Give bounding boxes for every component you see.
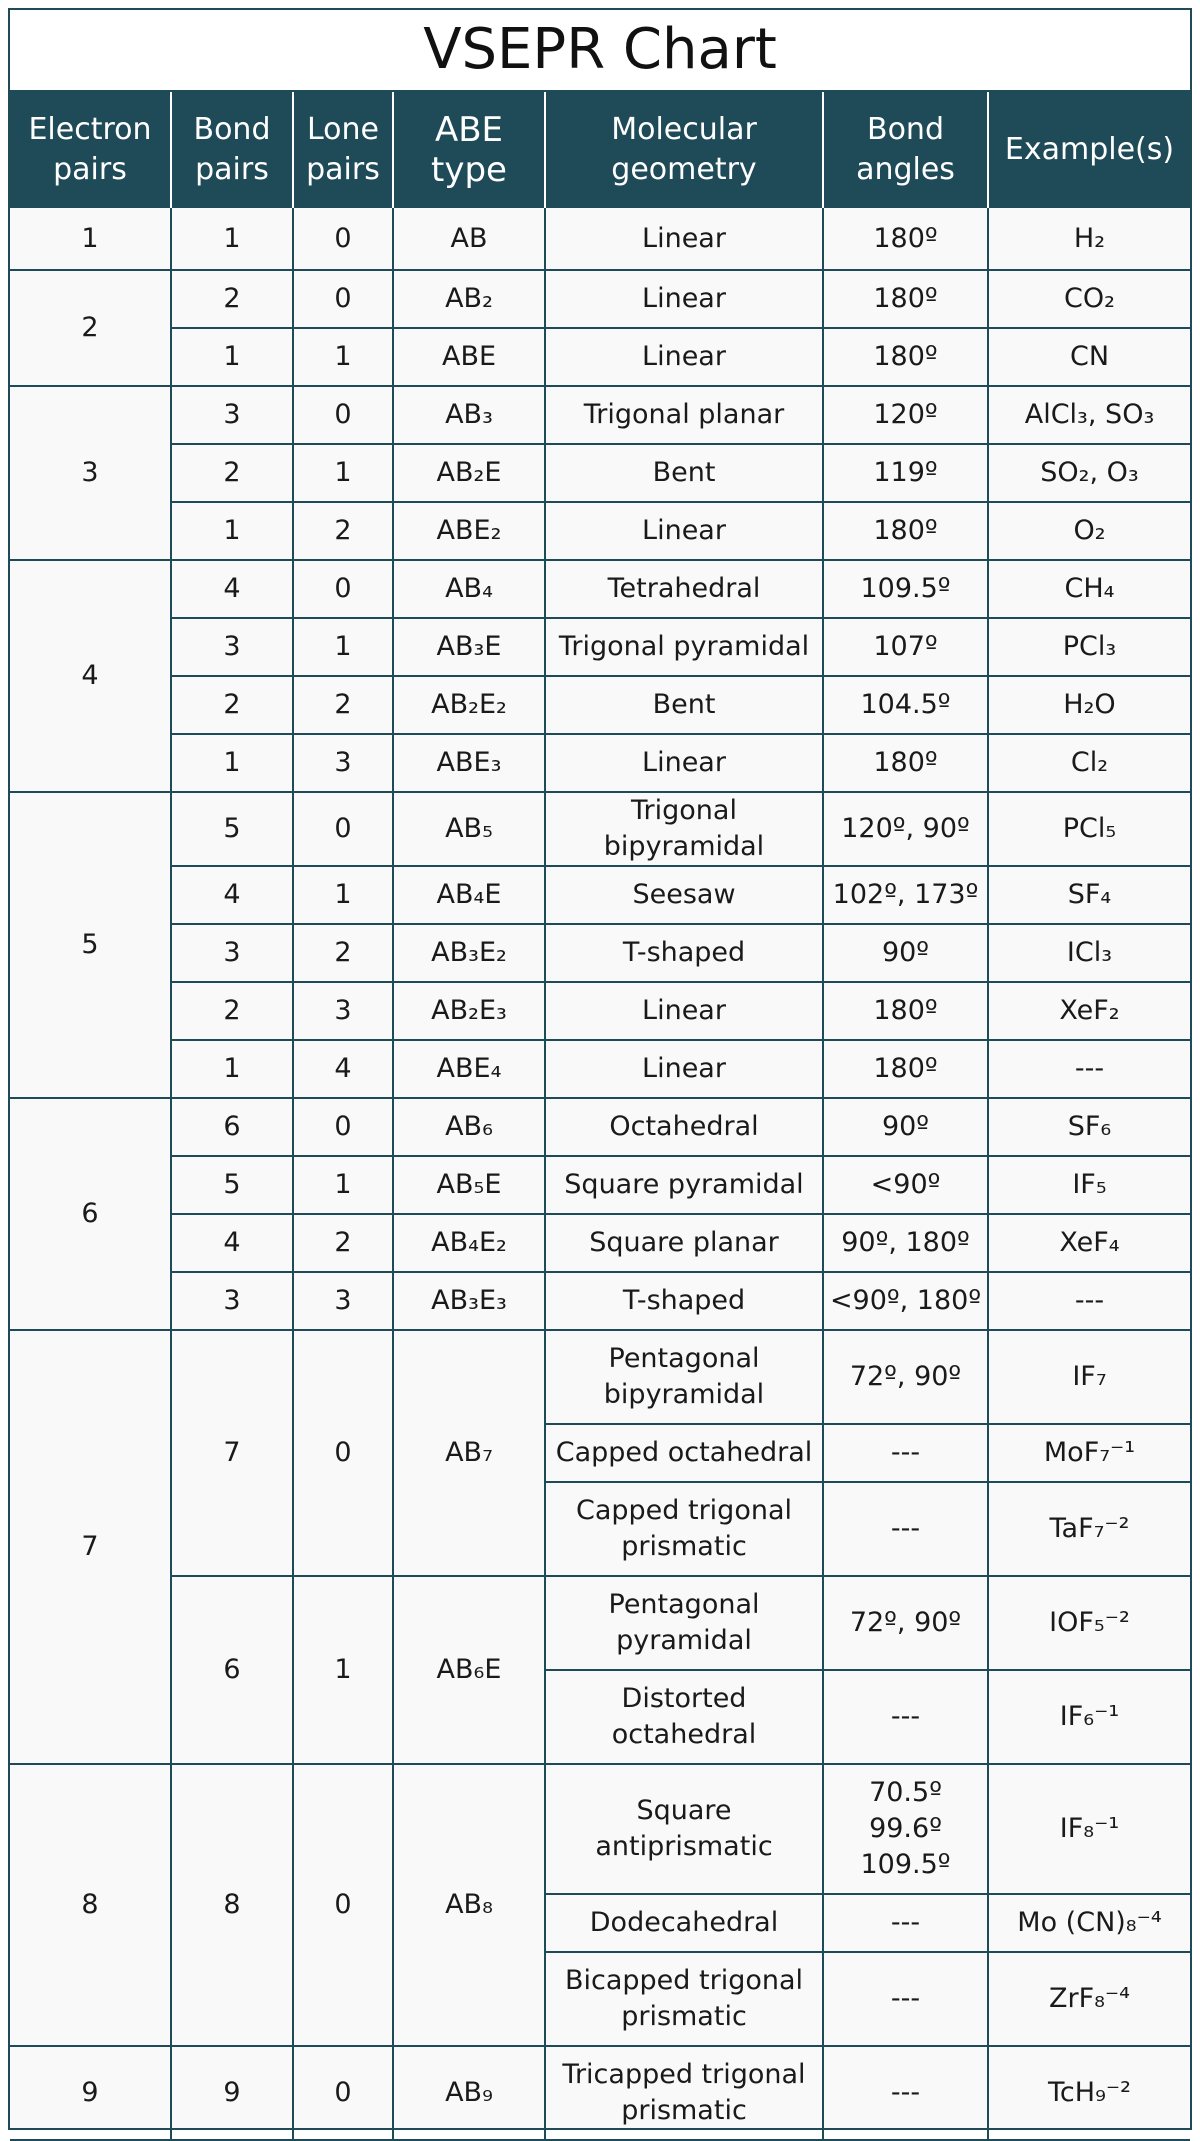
cell-bond-pairs: 2	[171, 444, 293, 502]
cell-abe-type: AB₂E₃	[393, 982, 545, 1040]
table-row	[10, 208, 1190, 270]
cell-abe-type: AB₂E	[393, 444, 545, 502]
cell-examples: XeF₄	[988, 1214, 1190, 1272]
table-row	[10, 982, 1190, 1040]
cell-geometry: Capped trigonal prismatic	[545, 1482, 823, 1576]
cell-lone-pairs: 4	[293, 1040, 393, 1098]
cell-electron-pairs: 1	[10, 208, 171, 270]
table-row	[10, 1214, 1190, 1272]
cell-bond-pairs: 4	[171, 560, 293, 618]
cell-examples: ICl₃	[988, 924, 1190, 982]
cell-examples: H₂O	[988, 676, 1190, 734]
cell-examples: CH₄	[988, 560, 1190, 618]
header-bond-pairs: Bond pairs	[171, 92, 293, 208]
cell-examples: H₂	[988, 208, 1190, 270]
cell-bond-pairs: 4	[171, 1214, 293, 1272]
cell-examples: PCl₃	[988, 618, 1190, 676]
cell-abe-type: AB₃E₃	[393, 1272, 545, 1330]
cell-abe-type: AB₅	[393, 792, 545, 866]
cell-electron-pairs: 8	[10, 1764, 171, 2046]
cell-bond-angles: 120º	[823, 386, 988, 444]
cell-examples: ---	[988, 1272, 1190, 1330]
cell-lone-pairs: 2	[293, 924, 393, 982]
cell-geometry: Pentagonal bipyramidal	[545, 1330, 823, 1424]
cell-electron-pairs: 2	[10, 270, 171, 386]
cell-examples: TcH₉⁻²	[988, 2046, 1190, 2140]
cell-examples: ---	[988, 1040, 1190, 1098]
cell-abe-type: AB₂E₂	[393, 676, 545, 734]
cell-bond-angles: 104.5º	[823, 676, 988, 734]
cell-geometry: Linear	[545, 982, 823, 1040]
cell-geometry: Capped octahedral	[545, 1424, 823, 1482]
cell-electron-pairs: 5	[10, 792, 171, 1098]
cell-geometry: Trigonal planar	[545, 386, 823, 444]
cell-lone-pairs: 0	[293, 1098, 393, 1156]
header-molecular-geometry: Molecular geometry	[545, 92, 823, 208]
cell-bond-pairs: 1	[171, 328, 293, 386]
cell-abe-type: AB₉	[393, 2046, 545, 2140]
cell-examples: MoF₇⁻¹	[988, 1424, 1190, 1482]
table-row	[10, 1330, 1190, 1424]
cell-lone-pairs: 1	[293, 1156, 393, 1214]
header-examples: Example(s)	[988, 92, 1190, 208]
cell-bond-angles: ---	[823, 1424, 988, 1482]
table-row	[10, 1156, 1190, 1214]
cell-abe-type: AB₂	[393, 270, 545, 328]
cell-bond-angles: 102º, 173º	[823, 866, 988, 924]
cell-geometry: Bicapped trigonal prismatic	[545, 1952, 823, 2046]
cell-examples: IF₅	[988, 1156, 1190, 1214]
cell-bond-pairs: 7	[171, 1330, 293, 1576]
cell-examples: SF₄	[988, 866, 1190, 924]
table-row	[10, 328, 1190, 386]
cell-bond-pairs: 1	[171, 1040, 293, 1098]
cell-bond-pairs: 6	[171, 1098, 293, 1156]
cell-lone-pairs: 0	[293, 1764, 393, 2046]
cell-bond-pairs: 1	[171, 734, 293, 792]
header-lone-pairs: Lone pairs	[293, 92, 393, 208]
cell-bond-pairs: 4	[171, 866, 293, 924]
cell-examples: Mo (CN)₈⁻⁴	[988, 1894, 1190, 1952]
cell-geometry: Square antiprismatic	[545, 1764, 823, 1894]
cell-bond-angles: ---	[823, 1482, 988, 1576]
table-row	[10, 2046, 1190, 2140]
cell-geometry: Seesaw	[545, 866, 823, 924]
vsepr-chart	[8, 8, 1192, 2130]
table-row	[10, 386, 1190, 444]
table-row	[10, 444, 1190, 502]
cell-geometry: Square planar	[545, 1214, 823, 1272]
cell-abe-type: AB₃E₂	[393, 924, 545, 982]
cell-abe-type: ABE₄	[393, 1040, 545, 1098]
cell-lone-pairs: 1	[293, 328, 393, 386]
cell-lone-pairs: 0	[293, 270, 393, 328]
cell-geometry: Octahedral	[545, 1098, 823, 1156]
vsepr-table	[10, 92, 1190, 2141]
cell-bond-angles: 72º, 90º	[823, 1330, 988, 1424]
cell-lone-pairs: 2	[293, 676, 393, 734]
cell-bond-pairs: 2	[171, 982, 293, 1040]
table-row	[10, 1576, 1190, 1670]
cell-bond-angles: 120º, 90º	[823, 792, 988, 866]
cell-lone-pairs: 3	[293, 734, 393, 792]
chart-title: VSEPR Chart	[10, 10, 1190, 92]
cell-geometry: Distorted octahedral	[545, 1670, 823, 1764]
cell-bond-angles: 90º, 180º	[823, 1214, 988, 1272]
table-row	[10, 502, 1190, 560]
cell-electron-pairs: 6	[10, 1098, 171, 1330]
cell-geometry: Square pyramidal	[545, 1156, 823, 1214]
cell-bond-pairs: 3	[171, 618, 293, 676]
cell-bond-angles: ---	[823, 1670, 988, 1764]
cell-geometry: Linear	[545, 208, 823, 270]
cell-examples: CO₂	[988, 270, 1190, 328]
cell-bond-angles: 180º	[823, 502, 988, 560]
cell-lone-pairs: 0	[293, 2046, 393, 2140]
cell-abe-type: ABE₃	[393, 734, 545, 792]
table-row	[10, 560, 1190, 618]
cell-geometry: Pentagonal pyramidal	[545, 1576, 823, 1670]
cell-abe-type: AB₈	[393, 1764, 545, 2046]
cell-lone-pairs: 0	[293, 1330, 393, 1576]
cell-lone-pairs: 1	[293, 618, 393, 676]
header-abe-type: ABE type	[393, 92, 545, 208]
cell-lone-pairs: 1	[293, 444, 393, 502]
cell-examples: AlCl₃, SO₃	[988, 386, 1190, 444]
cell-bond-angles: ---	[823, 1952, 988, 2046]
cell-geometry: Linear	[545, 502, 823, 560]
table-row	[10, 734, 1190, 792]
cell-lone-pairs: 0	[293, 560, 393, 618]
cell-bond-pairs: 3	[171, 386, 293, 444]
cell-examples: IF₇	[988, 1330, 1190, 1424]
cell-bond-angles: 90º	[823, 924, 988, 982]
cell-bond-pairs: 8	[171, 1764, 293, 2046]
cell-bond-pairs: 3	[171, 1272, 293, 1330]
cell-bond-pairs: 1	[171, 208, 293, 270]
cell-bond-angles: 70.5º 99.6º 109.5º	[823, 1764, 988, 1894]
cell-abe-type: AB₃	[393, 386, 545, 444]
cell-examples: XeF₂	[988, 982, 1190, 1040]
cell-bond-angles: 180º	[823, 208, 988, 270]
cell-abe-type: AB₆E	[393, 1576, 545, 1764]
cell-bond-angles: 109.5º	[823, 560, 988, 618]
cell-abe-type: AB₇	[393, 1330, 545, 1576]
cell-abe-type: AB₃E	[393, 618, 545, 676]
cell-geometry: Linear	[545, 328, 823, 386]
header-bond-angles: Bond angles	[823, 92, 988, 208]
cell-geometry: T-shaped	[545, 924, 823, 982]
cell-lone-pairs: 3	[293, 982, 393, 1040]
cell-geometry: Trigonal bipyramidal	[545, 792, 823, 866]
cell-geometry: Bent	[545, 444, 823, 502]
cell-electron-pairs: 4	[10, 560, 171, 792]
table-row	[10, 924, 1190, 982]
cell-examples: IF₈⁻¹	[988, 1764, 1190, 1894]
cell-examples: TaF₇⁻²	[988, 1482, 1190, 1576]
cell-geometry: Bent	[545, 676, 823, 734]
table-row	[10, 676, 1190, 734]
cell-geometry: Linear	[545, 270, 823, 328]
cell-bond-pairs: 9	[171, 2046, 293, 2140]
cell-examples: Cl₂	[988, 734, 1190, 792]
cell-abe-type: AB₆	[393, 1098, 545, 1156]
cell-abe-type: AB₄E₂	[393, 1214, 545, 1272]
table-row	[10, 618, 1190, 676]
table-row	[10, 270, 1190, 328]
cell-lone-pairs: 2	[293, 1214, 393, 1272]
header-electron-pairs: Electron pairs	[10, 92, 171, 208]
cell-bond-angles: 119º	[823, 444, 988, 502]
cell-geometry: Tetrahedral	[545, 560, 823, 618]
header-row	[10, 92, 1190, 208]
cell-abe-type: ABE₂	[393, 502, 545, 560]
cell-geometry: Dodecahedral	[545, 1894, 823, 1952]
cell-electron-pairs: 3	[10, 386, 171, 560]
cell-bond-angles: 90º	[823, 1098, 988, 1156]
cell-lone-pairs: 0	[293, 386, 393, 444]
cell-abe-type: AB₅E	[393, 1156, 545, 1214]
cell-bond-angles: <90º	[823, 1156, 988, 1214]
cell-abe-type: AB	[393, 208, 545, 270]
cell-electron-pairs: 7	[10, 1330, 171, 1764]
cell-bond-pairs: 2	[171, 270, 293, 328]
cell-examples: IOF₅⁻²	[988, 1576, 1190, 1670]
cell-electron-pairs: 9	[10, 2046, 171, 2140]
cell-examples: PCl₅	[988, 792, 1190, 866]
cell-bond-angles: 180º	[823, 270, 988, 328]
cell-geometry: T-shaped	[545, 1272, 823, 1330]
table-row	[10, 1098, 1190, 1156]
cell-bond-angles: 107º	[823, 618, 988, 676]
cell-examples: IF₆⁻¹	[988, 1670, 1190, 1764]
cell-bond-pairs: 1	[171, 502, 293, 560]
cell-bond-pairs: 5	[171, 1156, 293, 1214]
cell-geometry: Tricapped trigonal prismatic	[545, 2046, 823, 2140]
table-row	[10, 792, 1190, 866]
cell-abe-type: AB₄	[393, 560, 545, 618]
cell-bond-angles: ---	[823, 2046, 988, 2140]
cell-bond-pairs: 6	[171, 1576, 293, 1764]
cell-bond-pairs: 2	[171, 676, 293, 734]
cell-bond-pairs: 3	[171, 924, 293, 982]
cell-bond-angles: 180º	[823, 982, 988, 1040]
cell-lone-pairs: 3	[293, 1272, 393, 1330]
cell-bond-angles: 180º	[823, 1040, 988, 1098]
cell-lone-pairs: 0	[293, 208, 393, 270]
cell-bond-angles: <90º, 180º	[823, 1272, 988, 1330]
cell-lone-pairs: 2	[293, 502, 393, 560]
cell-abe-type: ABE	[393, 328, 545, 386]
cell-geometry: Linear	[545, 1040, 823, 1098]
cell-bond-pairs: 5	[171, 792, 293, 866]
cell-examples: SF₆	[988, 1098, 1190, 1156]
cell-examples: SO₂, O₃	[988, 444, 1190, 502]
cell-examples: CN	[988, 328, 1190, 386]
cell-examples: O₂	[988, 502, 1190, 560]
cell-abe-type: AB₄E	[393, 866, 545, 924]
cell-lone-pairs: 1	[293, 866, 393, 924]
table-row	[10, 1272, 1190, 1330]
cell-bond-angles: ---	[823, 1894, 988, 1952]
cell-bond-angles: 72º, 90º	[823, 1576, 988, 1670]
table-row	[10, 866, 1190, 924]
table-row	[10, 1040, 1190, 1098]
cell-lone-pairs: 0	[293, 792, 393, 866]
cell-geometry: Linear	[545, 734, 823, 792]
cell-bond-angles: 180º	[823, 328, 988, 386]
cell-bond-angles: 180º	[823, 734, 988, 792]
cell-examples: ZrF₈⁻⁴	[988, 1952, 1190, 2046]
cell-geometry: Trigonal pyramidal	[545, 618, 823, 676]
table-row	[10, 1764, 1190, 1894]
cell-lone-pairs: 1	[293, 1576, 393, 1764]
